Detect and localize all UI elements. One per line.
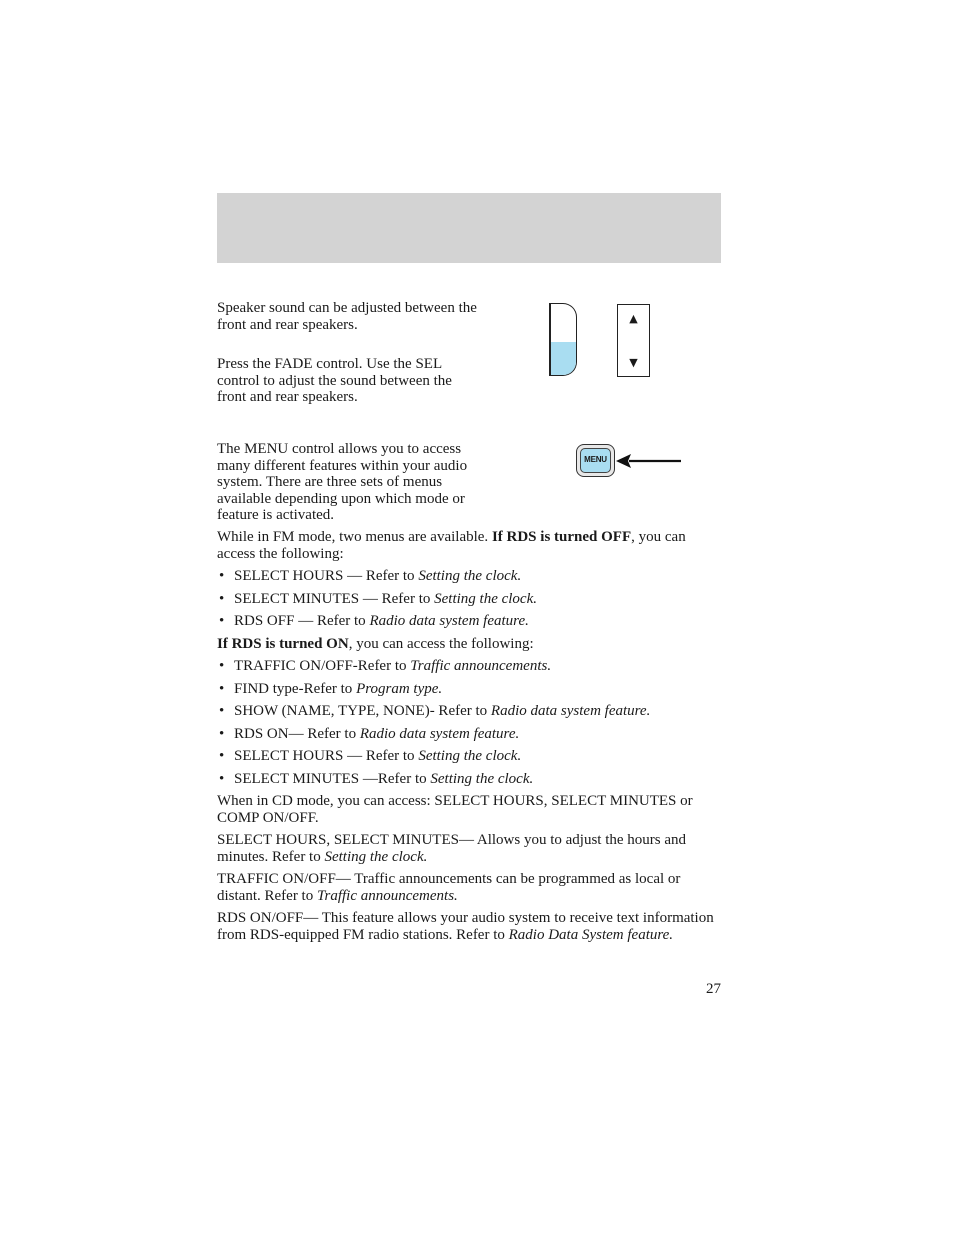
chapter-header-band <box>217 193 721 263</box>
list-item-ref: Setting the clock. <box>418 568 522 584</box>
rds-onoff-text: RDS ON/OFF— This feature allows your audio system to receive text information from RDS-equipped FM radio stations. Refer to <box>217 910 714 943</box>
menu-body <box>217 529 723 943</box>
list-item-ref: Setting the clock. <box>430 770 534 787</box>
page-number: 27 <box>706 981 721 997</box>
list-item <box>217 726 723 743</box>
list-item <box>217 613 723 630</box>
menu-button-illustration <box>576 444 615 477</box>
list-item-text: FIND type-Refer to <box>234 680 357 697</box>
list-item-text: SELECT HOURS — Refer to <box>234 568 419 584</box>
rds-on-text: , you can access the following: <box>348 635 534 652</box>
list-item-ref: Setting the clock. <box>418 748 522 764</box>
cd-mode-paragraph: When in CD mode, you can access: SELECT HOURS, SELECT MINUTES or COMP ON/OFF. <box>217 793 693 826</box>
menu-intro-text <box>217 441 589 524</box>
fm-mode-text-end: , you can access the following: <box>217 529 686 562</box>
select-hours-ref: Setting the clock. <box>324 848 428 865</box>
menu-intro-span: The MENU control allows you to access many different features within your audio system. There are three sets of menus available depending upon which mode or feature is activated. <box>217 441 468 523</box>
list-item-text: SELECT HOURS — Refer to <box>234 748 419 764</box>
sel-control-illustration <box>617 304 650 377</box>
rds-on-list <box>217 658 723 787</box>
list-item-text: RDS OFF — Refer to <box>234 613 370 629</box>
select-hours-paragraph <box>217 832 723 865</box>
fm-mode-paragraph <box>217 529 723 562</box>
list-item-text: SELECT MINUTES — Refer to <box>234 590 435 607</box>
rds-off-list <box>217 568 723 630</box>
fade-intro-text: Speaker sound can be adjusted between the front and rear speakers. <box>217 300 477 333</box>
select-hours-text: SELECT HOURS, SELECT MINUTES— Allows you to adjust the hours and minutes. Refer to <box>217 832 687 865</box>
list-item-ref: Radio data system feature. <box>369 613 529 629</box>
list-item-text: SELECT MINUTES —Refer to <box>234 770 431 787</box>
list-item-text: RDS ON— Refer to <box>234 725 360 742</box>
list-item <box>217 681 723 698</box>
list-item-ref: Radio data system feature. <box>359 725 520 742</box>
rds-on-paragraph <box>217 636 723 653</box>
traffic-text: TRAFFIC ON/OFF— Traffic announcements can be programmed as local or distant. Refer to <box>217 871 681 904</box>
fade-level-fill <box>551 342 576 375</box>
list-item <box>217 703 723 720</box>
list-item <box>217 591 723 608</box>
list-item <box>217 568 723 585</box>
list-item-ref: Radio data system feature. <box>490 703 651 719</box>
traffic-ref: Traffic announcements. <box>316 887 458 904</box>
triangle-down-icon: ▼ <box>629 356 638 369</box>
menu-graphic-spacer <box>479 441 589 505</box>
rds-off-heading: If RDS is turned OFF <box>491 529 632 545</box>
traffic-paragraph <box>217 871 723 904</box>
list-item-ref: Setting the clock. <box>434 590 538 607</box>
list-item <box>217 658 723 675</box>
fm-mode-text: While in FM mode, two menus are available. <box>217 529 492 545</box>
list-item-ref: Traffic announcements. <box>410 658 552 674</box>
list-item <box>217 748 723 765</box>
list-item-ref: Program type. <box>356 680 443 697</box>
rds-onoff-ref: Radio Data System feature. <box>508 926 674 943</box>
menu-button-label: MENU <box>580 448 611 473</box>
rds-onoff-paragraph <box>217 910 723 943</box>
rds-on-heading: If RDS is turned ON <box>217 635 349 652</box>
list-item <box>217 771 723 788</box>
list-item-text: SHOW (NAME, TYPE, NONE)- Refer to <box>234 703 491 719</box>
triangle-up-icon: ▲ <box>629 312 638 325</box>
fade-gauge-illustration <box>549 303 577 376</box>
fade-instructions-text: Press the FADE control. Use the SEL control to adjust the sound between the front and rear speakers. <box>217 356 452 405</box>
pointer-arrow-icon <box>615 451 683 471</box>
list-item-text: TRAFFIC ON/OFF-Refer to <box>234 658 411 674</box>
